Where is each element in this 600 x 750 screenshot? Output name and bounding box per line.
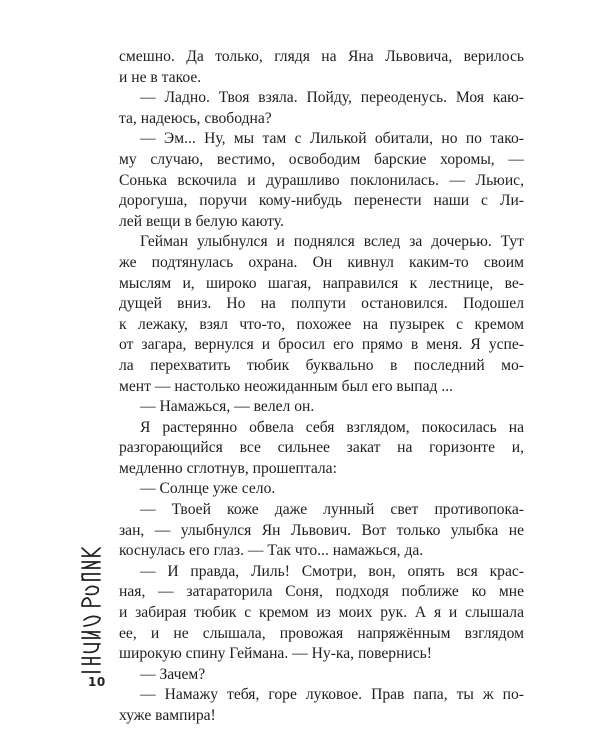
text-line: — Намажься, — велел он. bbox=[140, 398, 315, 416]
text-line: широкую спину Геймана. — Ну-ка, повернись! bbox=[119, 645, 432, 663]
text-line: зан, — улыбнулся Ян Львович. Вот только улыбка не bbox=[119, 521, 524, 539]
text-line: коснулась его глаз. — Так что... намажься, да. bbox=[119, 542, 424, 560]
author-signature-graphic bbox=[72, 540, 108, 680]
text-line: — Намажу тебя, горе луковое. Прав папа, ты ж по- bbox=[140, 686, 524, 704]
text-line: к лежаку, взял что-то, похожее на пузырек с кремом bbox=[119, 315, 524, 333]
text-line: дущей вниз. Но на полпути остановился. Подошел bbox=[119, 295, 524, 313]
body-text bbox=[119, 47, 524, 727]
author-signature bbox=[72, 540, 108, 680]
text-line: ла перехватить тюбик буквально в последний мо- bbox=[119, 356, 524, 374]
text-line: медленно сглотнув, прошептала: bbox=[119, 459, 337, 477]
text-line: смешно. Да только, глядя на Яна Львовича, верилось bbox=[119, 48, 524, 65]
text-line: хуже вампира! bbox=[119, 707, 216, 724]
text-line: от загара, вернулся и бросил его прямо в меня. Я успе- bbox=[119, 336, 524, 354]
text-line: — Зачем? bbox=[140, 665, 206, 683]
text-line: лей вещи в белую каюту. bbox=[119, 212, 284, 230]
text-line: мент — настолько неожиданным был его выпад ... bbox=[119, 377, 454, 395]
text-line: и не в такое. bbox=[119, 68, 202, 86]
text-line: же подтянулась охрана. Он кивнул каким-то своим bbox=[119, 253, 524, 271]
text-line: дорогуша, поручи кому-нибудь перенести наши с Ли- bbox=[119, 192, 524, 210]
text-line: Сонька вскочила и дурашливо поклонилась. — Льюис, bbox=[119, 171, 524, 189]
text-line: и забирая тюбик с кремом из моих рук. А я и слышала bbox=[119, 604, 524, 622]
page-number: 10 bbox=[88, 675, 106, 689]
text-line: мыслям и, широко шагая, направился к лестнице, ве- bbox=[119, 274, 524, 292]
text-line: ее, и не слышала, провожая напряжённым взглядом bbox=[119, 624, 524, 642]
text-line: Гейман улыбнулся и поднялся вслед за дочерью. Тут bbox=[140, 233, 524, 251]
text-line: разгорающийся все сильнее закат на горизонте и, bbox=[119, 439, 524, 457]
text-line: — И правда, Лиль! Смотри, вон, опять вся крас- bbox=[140, 562, 524, 580]
text-line: — Солнце уже село. bbox=[140, 480, 276, 498]
text-line: ная, — затараторила Соня, подходя поближе ко мне bbox=[119, 583, 524, 601]
text-line: — Эм... Ну, мы там с Лилькой обитали, но по тако- bbox=[140, 130, 524, 148]
text-line: та, надеюсь, свободна? bbox=[119, 109, 272, 127]
text-line: — Твоей коже даже лунный свет противопока- bbox=[140, 501, 524, 519]
text-line: Я растерянно обвела себя взглядом, покосилась на bbox=[140, 418, 524, 436]
text-line: — Ладно. Твоя взяла. Пойду, переоденусь. Моя каю- bbox=[140, 89, 524, 107]
text-line: му случаю, вестимо, освободим барские хоромы, — bbox=[119, 150, 524, 168]
